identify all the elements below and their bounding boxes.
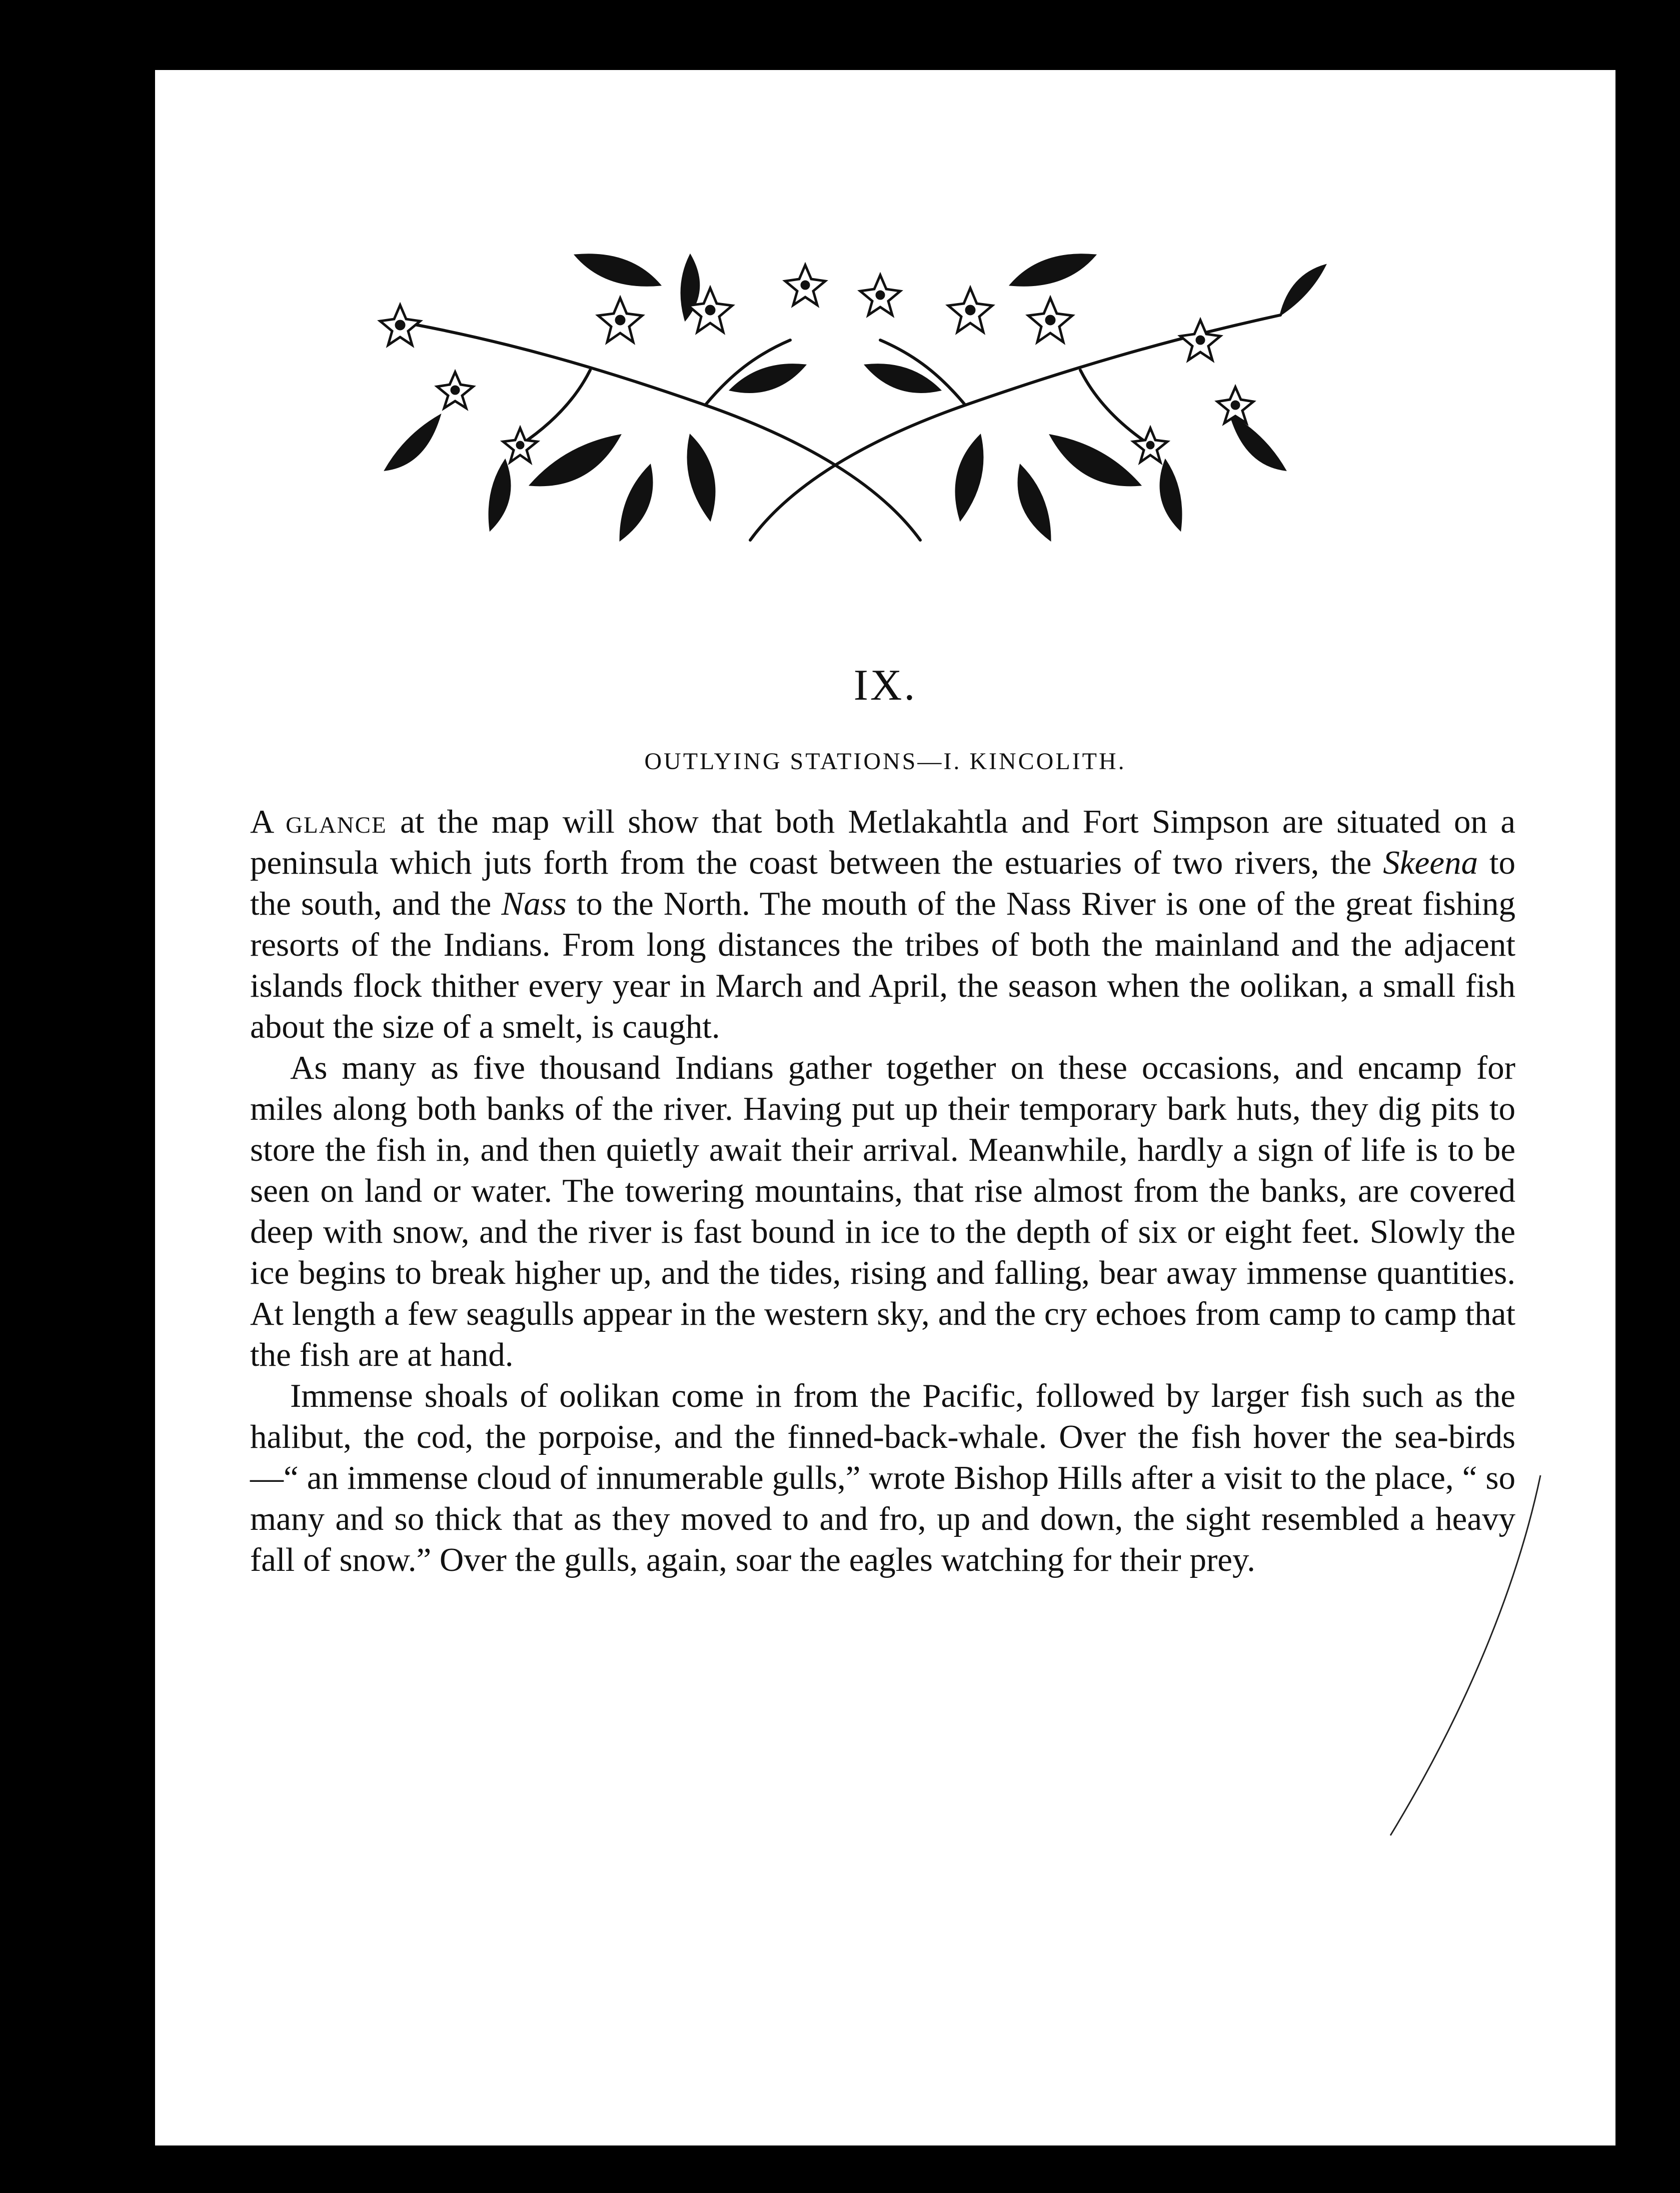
text-run: to the south, and the	[250, 844, 1515, 922]
text-run: glance	[286, 803, 387, 840]
river-name: Skeena	[1383, 844, 1478, 881]
text-run: As many as five thousand Indians gather together on these occasions, and encamp for miles along both banks of the river. Having put up their temporary bark huts, they dig pits to store the fish in, and then quietly await their arrival. Meanwhile, hardly a sign of life is to be seen on land or water. The towering mountains, that rise almost from the banks, are covered deep with snow, and the river is fast bound in ice to the depth of six or eight feet. Slowly the ice begins to break higher up, and the tides, rising and falling, bear away immense quantities. At length a few seagulls appear in the western sky, and the cry echoes from camp to camp that the fish are at hand.	[250, 1049, 1515, 1373]
text-run: to the North. The mouth of the Nass River is one of the great fishing resorts of the Indians. From long distances the tribes of both the mainland and the adjacent islands flock thither every year in March and April, the season when the oolikan, a small fish about the size of a smelt, is caught.	[250, 885, 1515, 1045]
chapter-body	[250, 801, 1515, 1580]
paragraph	[250, 1047, 1515, 1375]
chapter-title: OUTLYING STATIONS—I. KINCOLITH.	[644, 748, 1126, 775]
paragraph	[250, 801, 1515, 1047]
floral-ornament-icon	[340, 225, 1330, 555]
chapter-number: IX.	[853, 661, 917, 710]
text-run: Immense shoals of oolikan come in from the Pacific, followed by larger fish such as the halibut, the cod, the porpoise, and the finned-back-whale. Over the fish hover the sea-birds—“ an immense cloud of innumerable gulls,” wrote Bishop Hills after a visit to the place, “ so many and so thick that as they moved to and fro, up and down, the sight resembled a heavy fall of snow.” Over the gulls, again, soar the eagles watching for their prey.	[250, 1377, 1515, 1578]
paragraph	[250, 1375, 1515, 1580]
text-run: A	[250, 803, 286, 840]
river-name: Nass	[501, 885, 567, 922]
text-run: at the map will show that both Metlakahtla and Fort Simpson are situated on a peninsula which juts forth from the coast between the estuaries of two rivers, the	[250, 803, 1515, 881]
pencil-mark-icon	[1380, 1470, 1550, 1840]
